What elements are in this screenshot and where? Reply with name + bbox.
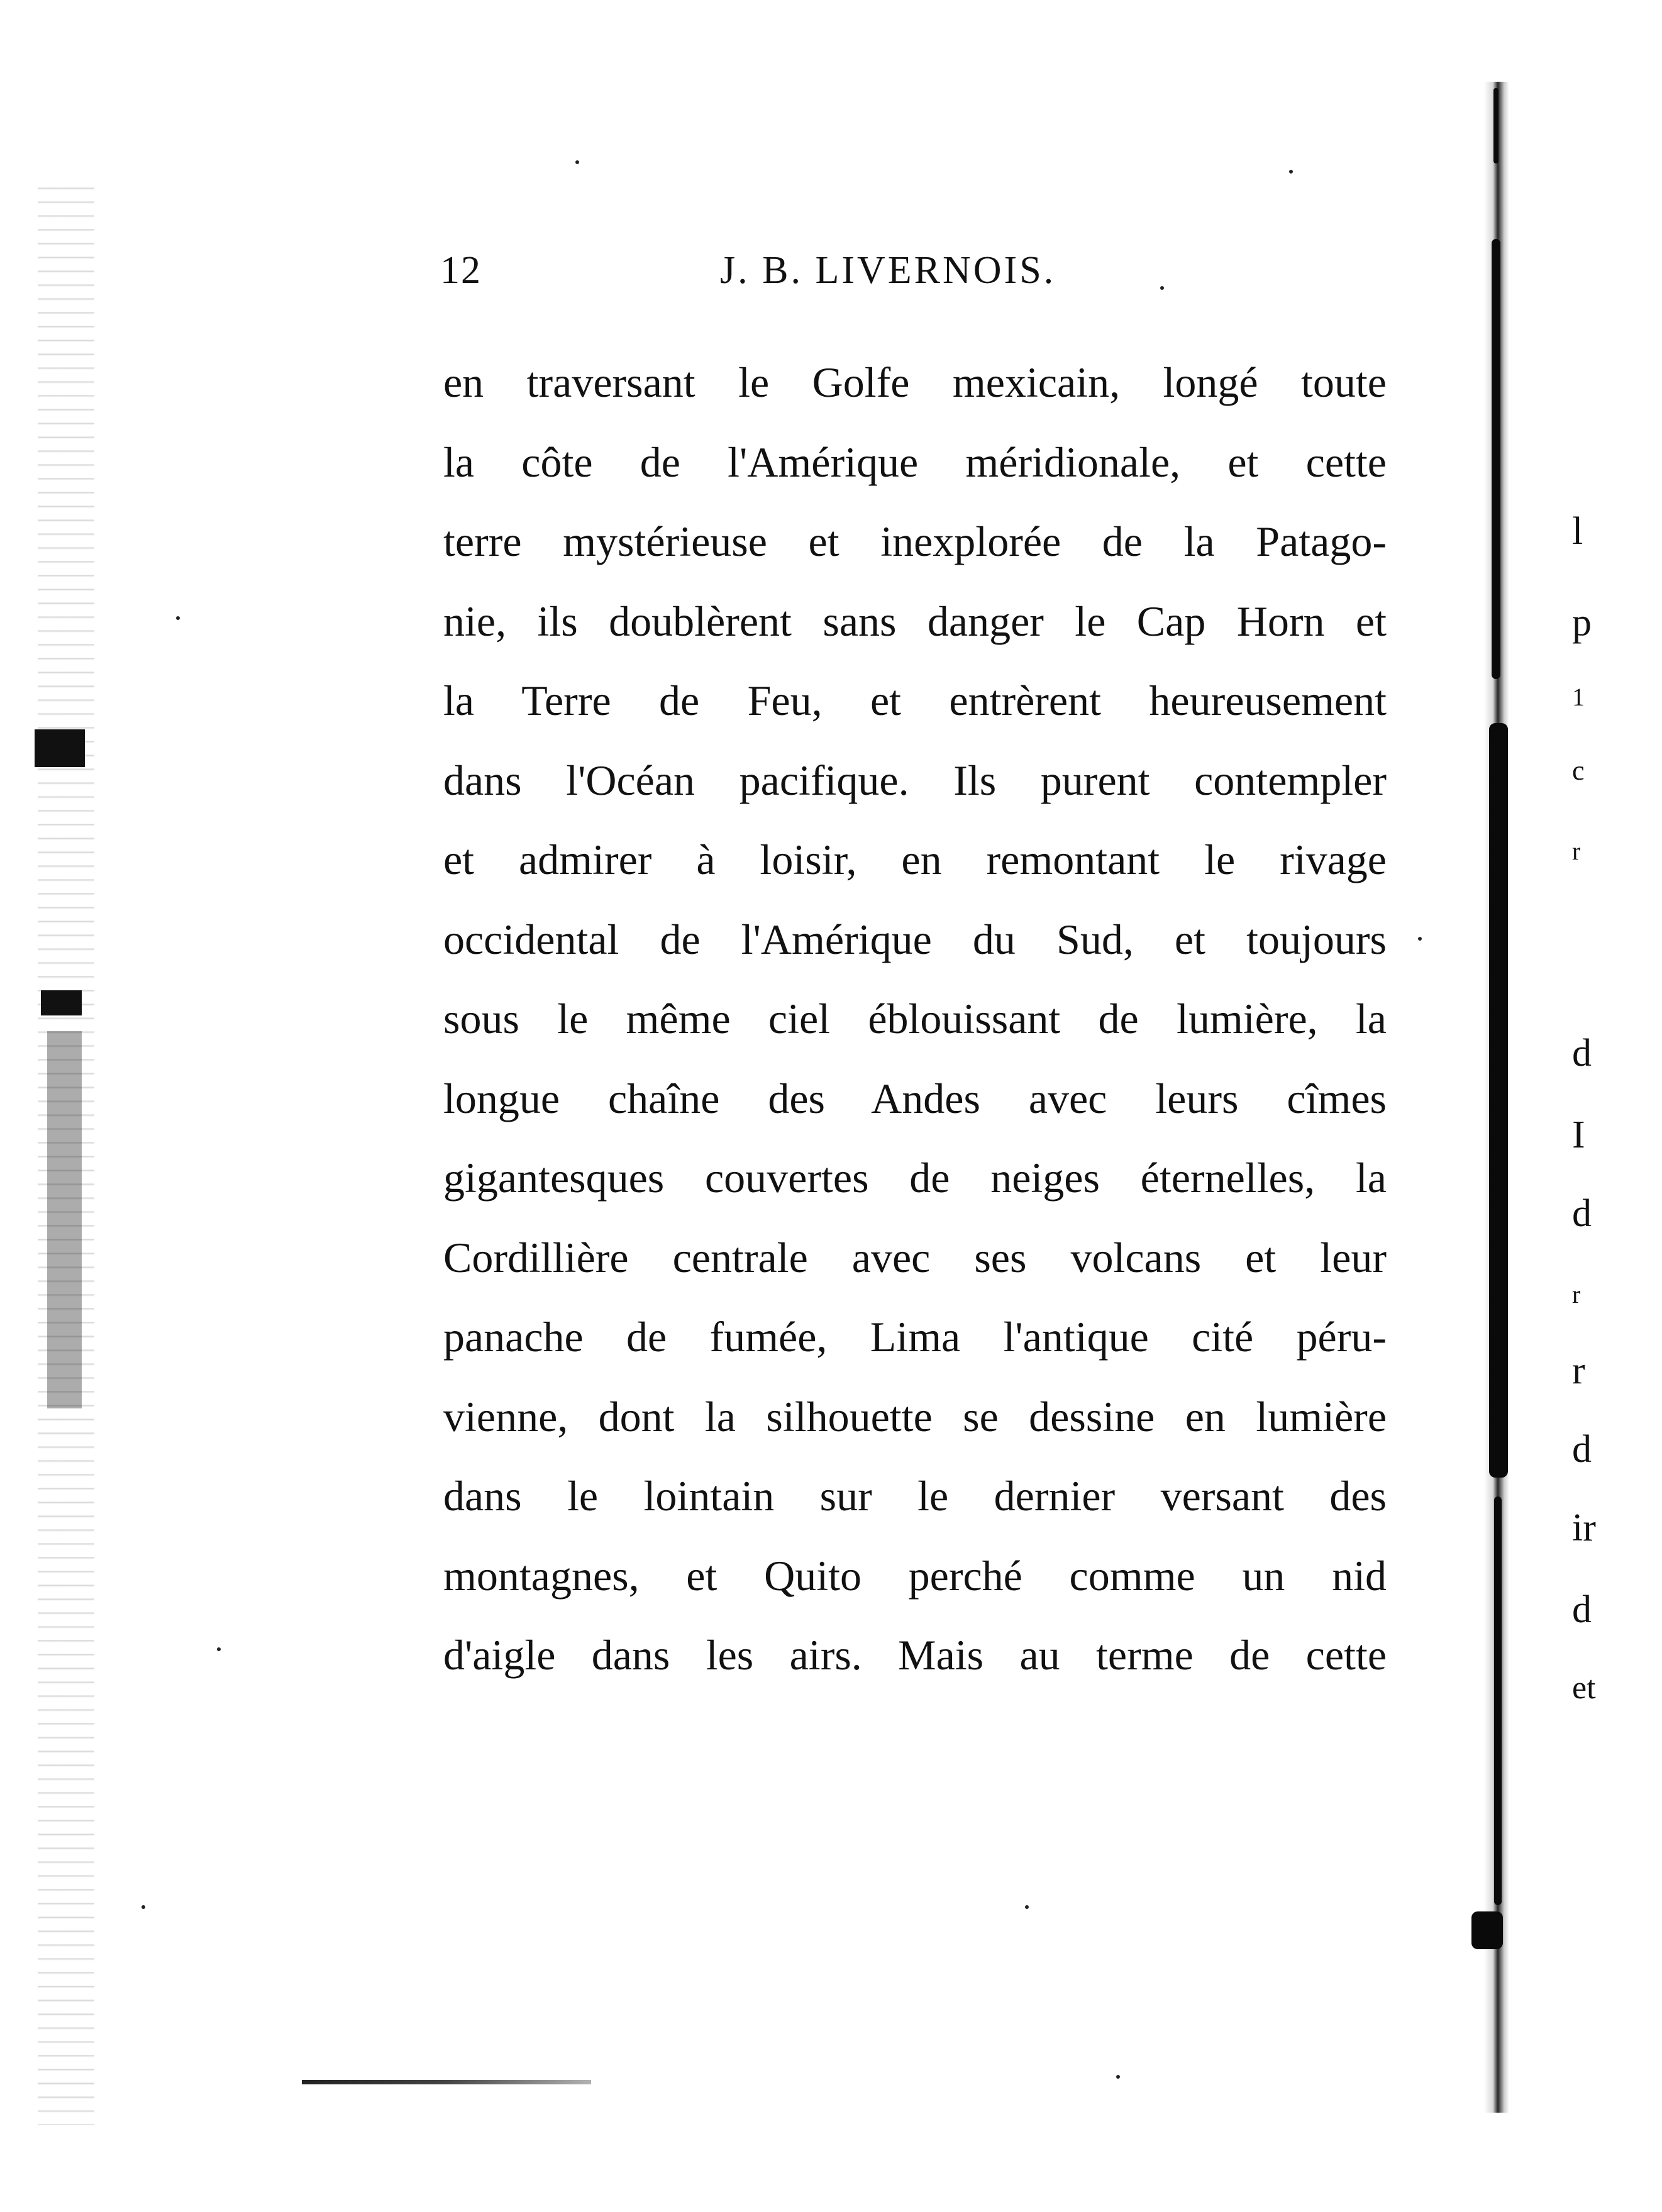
scan-speck: [1025, 1905, 1029, 1909]
facing-page-fragment: r: [1572, 837, 1581, 865]
facing-page-fragment: 1: [1572, 683, 1585, 711]
facing-page-fragment: p: [1572, 601, 1592, 644]
facing-page-fragment: r: [1572, 1349, 1585, 1392]
text-line: nie, ils doublèrent sans danger le Cap Horn et: [443, 597, 1387, 645]
gutter-bar-1: [1493, 88, 1499, 163]
gutter-bar-4: [1494, 1496, 1502, 1905]
facing-page-fragment: d: [1572, 1032, 1592, 1075]
facing-page-fragment: r: [1572, 1280, 1581, 1308]
scan-speck: [217, 1647, 221, 1651]
facing-page-fragment: I: [1572, 1114, 1585, 1156]
page-number: 12: [440, 249, 482, 292]
scan-speck: [1289, 170, 1293, 174]
text-line: vienne, dont la silhouette se dessine en lumière: [443, 1392, 1387, 1441]
body-text: [443, 343, 1387, 1695]
facing-page-fragment: l: [1572, 510, 1583, 553]
left-scan-mark-2: [41, 990, 82, 1015]
text-line: panache de fumée, Lima l'antique cité péru-: [443, 1313, 1387, 1361]
text-line: en traversant le Golfe mexicain, longé toute: [443, 358, 1387, 406]
facing-page-fragment: et: [1572, 1670, 1596, 1706]
facing-page-fragment: ir: [1572, 1507, 1596, 1549]
text-line: longue chaîne des Andes avec leurs cîmes: [443, 1074, 1387, 1122]
text-line: dans le lointain sur le dernier versant des: [443, 1472, 1387, 1520]
scan-speck: [575, 160, 579, 164]
text-line: la côte de l'Amérique méridionale, et cette: [443, 438, 1387, 486]
text-line: Cordillière centrale avec ses volcans et leur: [443, 1233, 1387, 1281]
left-scan-mark-3: [47, 1031, 82, 1408]
gutter-bar-5: [1471, 1911, 1503, 1949]
text-line: montagnes, et Quito perché comme un nid: [443, 1551, 1387, 1600]
facing-page-fragment: d: [1572, 1588, 1592, 1631]
text-line: sous le même ciel éblouissant de lumière, la: [443, 995, 1387, 1042]
text-line: terre mystérieuse et inexplorée de la Patago-: [443, 517, 1387, 565]
scan-speck: [1116, 2075, 1120, 2079]
text-line: dans l'Océan pacifique. Ils purent contempler: [443, 756, 1387, 804]
left-scan-mark-1: [35, 729, 85, 767]
scan-speck: [1160, 286, 1164, 290]
bottom-scan-line: [302, 2080, 591, 2084]
page-header: [440, 248, 1226, 305]
scan-speck: [1418, 937, 1422, 941]
facing-page-fragment: d: [1572, 1192, 1592, 1235]
gutter-bar-2: [1492, 239, 1500, 679]
facing-page-fragment: d: [1572, 1428, 1592, 1471]
gutter-bar-3: [1489, 723, 1508, 1478]
text-line: d'aigle dans les airs. Mais au terme de cette: [443, 1631, 1387, 1679]
running-head: J. B. LIVERNOIS.: [720, 249, 1056, 292]
text-line: et admirer à loisir, en remontant le rivage: [443, 836, 1387, 883]
text-line: gigantesques couvertes de neiges éternelles, la: [443, 1154, 1387, 1202]
scan-speck: [141, 1905, 145, 1909]
text-line: occidental de l'Amérique du Sud, et toujours: [443, 915, 1387, 963]
text-line: la Terre de Feu, et entrèrent heureusement: [443, 677, 1387, 724]
scan-speck: [176, 616, 180, 620]
facing-page-fragment: c: [1572, 755, 1585, 786]
